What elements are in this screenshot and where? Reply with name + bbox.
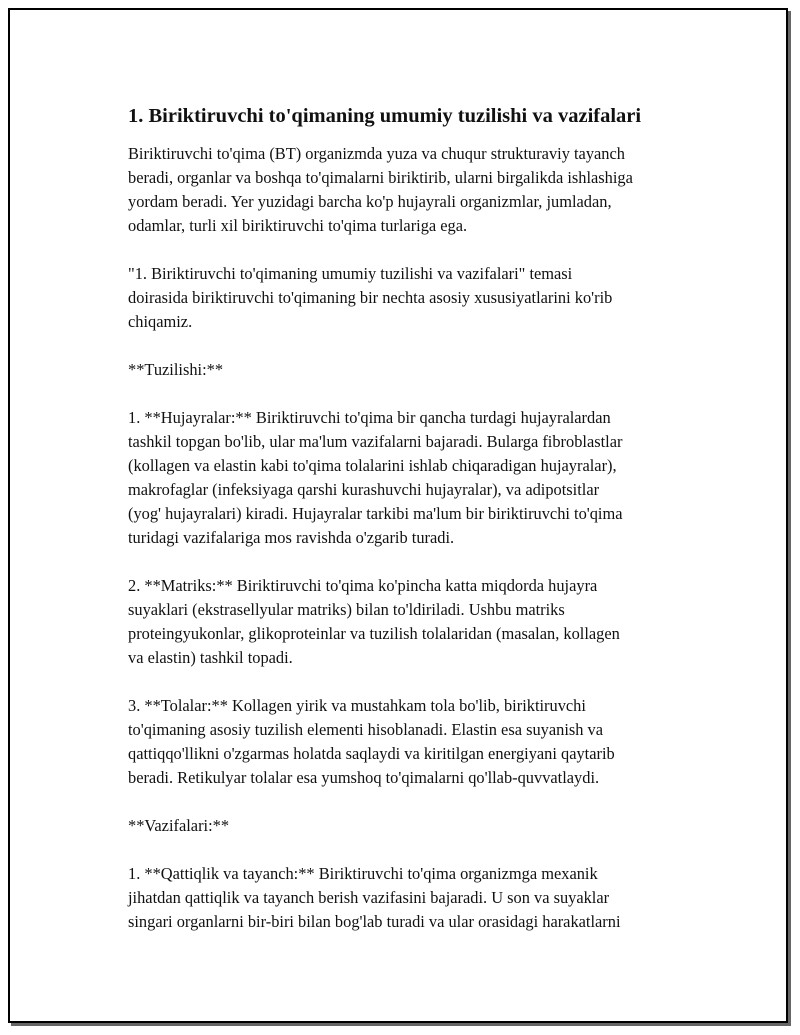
paragraph-fibers <box>128 694 708 790</box>
paragraph-topic <box>128 262 708 334</box>
text-line: tashkil topgan bo'lib, ular ma'lum vazifalarni bajaradi. Bularga fibroblastlar <box>128 432 623 451</box>
text-line: odamlar, turli xil biriktiruvchi to'qima turlariga ega. <box>128 216 468 235</box>
text-line: chiqamiz. <box>128 312 193 331</box>
text-line: makrofaglar (infeksiyaga qarshi kurashuvchi hujayralar), va adipotsitlar <box>128 480 600 499</box>
text-line: jihatdan qattiqlik va tayanch berish vazifasini bajaradi. U son va suyaklar <box>128 888 610 907</box>
text-line: yordam beradi. Yer yuzidagi barcha ko'p hujayrali organizmlar, jumladan, <box>128 192 612 211</box>
text-line: suyaklari (ekstrasellyular matriks) bilan to'ldiriladi. Ushbu matriks <box>128 600 565 619</box>
text-line: **Vazifalari:** <box>128 816 230 835</box>
document-title: 1. Biriktiruvchi to'qimaning umumiy tuzilishi va vazifalari <box>128 105 642 127</box>
text-line: "1. Biriktiruvchi to'qimaning umumiy tuzilishi va vazifalari" temasi <box>128 264 573 283</box>
paragraph-intro <box>128 142 708 238</box>
paragraph-matrix <box>128 574 708 670</box>
text-line: 2. **Matriks:** Biriktiruvchi to'qima ko'pincha katta miqdorda hujayra <box>128 576 598 595</box>
text-line: to'qimaning asosiy tuzilish elementi hisoblanadi. Elastin esa suyanish va <box>128 720 604 739</box>
text-line: va elastin) tashkil topadi. <box>128 648 293 667</box>
paragraph-support <box>128 862 708 934</box>
text-line: qattiqqo'llikni o'zgarmas holatda saqlaydi va kiritilgan energiyani qaytarib <box>128 744 615 763</box>
text-line: beradi. Retikulyar tolalar esa yumshoq to'qimalarni qo'llab-quvvatlaydi. <box>128 768 600 787</box>
text-line: proteingyukonlar, glikoproteinlar va tuzilish tolalaridan (masalan, kollagen <box>128 624 620 643</box>
page-frame <box>8 8 788 1023</box>
text-line: **Tuzilishi:** <box>128 360 224 379</box>
section-heading-structure <box>128 358 708 382</box>
text-line: (yog' hujayralari) kiradi. Hujayralar tarkibi ma'lum bir biriktiruvchi to'qima <box>128 504 623 523</box>
section-heading-functions <box>128 814 708 838</box>
text-line: 3. **Tolalar:** Kollagen yirik va mustahkam tola bo'lib, biriktiruvchi <box>128 696 586 715</box>
paragraph-cells <box>128 406 708 550</box>
text-line: Biriktiruvchi to'qima (BT) organizmda yuza va chuqur strukturaviy tayanch <box>128 144 625 163</box>
text-line: 1. **Hujayralar:** Biriktiruvchi to'qima bir qancha turdagi hujayralardan <box>128 408 611 427</box>
text-line: singari organlarni bir-biri bilan bog'lab turadi va ular orasidagi harakatlarni <box>128 912 621 931</box>
text-line: beradi, organlar va boshqa to'qimalarni biriktirib, ularni birgalikda ishlashiga <box>128 168 633 187</box>
text-line: (kollagen va elastin kabi to'qima tolalarini ishlab chiqaradigan hujayralar), <box>128 456 617 475</box>
text-line: 1. **Qattiqlik va tayanch:** Biriktiruvchi to'qima organizmga mexanik <box>128 864 598 883</box>
text-line: turidagi vazifalariga mos ravishda o'zgarib turadi. <box>128 528 455 547</box>
document-body <box>128 102 708 958</box>
text-line: doirasida biriktiruvchi to'qimaning bir nechta asosiy xususiyatlarini ko'rib <box>128 288 613 307</box>
